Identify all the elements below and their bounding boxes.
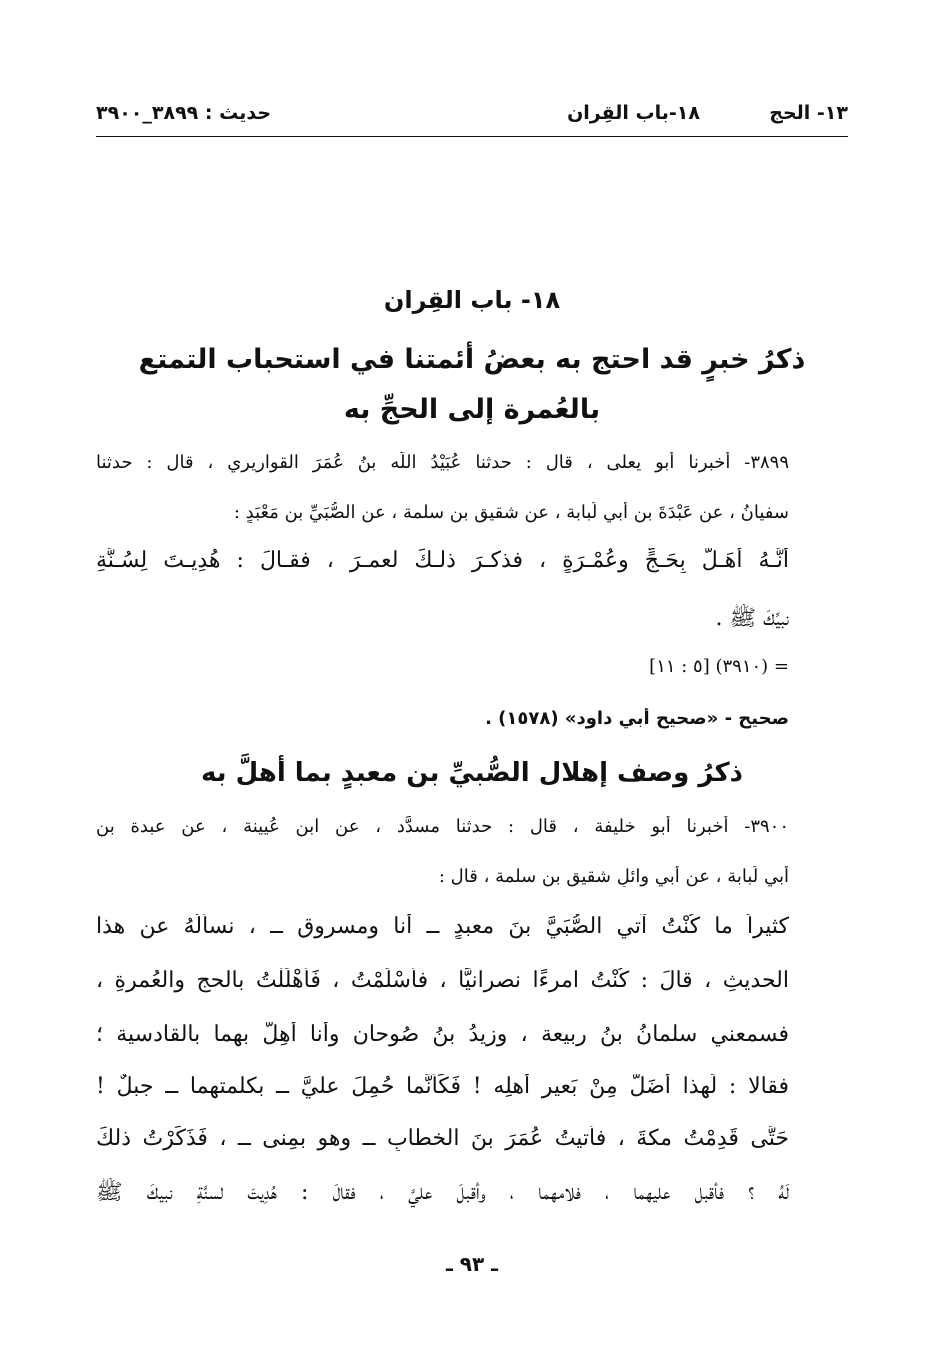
header-divider bbox=[96, 136, 848, 137]
header-hadith-range: حديث : ٣٨٩٩_٣٩٠٠ bbox=[96, 102, 272, 124]
section-subtitle-line-2: بالعُمرة إلى الحجِّ به bbox=[343, 394, 601, 425]
hadith-3899-cross-reference: = (٣٩١٠) [٥ : ١١] bbox=[649, 656, 789, 677]
hadith-3900-matn-line-6: لَهُ ؟ فأقبل عليهما ، فلامهما ، وأقبلَ عليَّ ، فقالَ : هُدِيتَ لسنَّةِ نبيكَ ﷺ bbox=[96, 1180, 789, 1205]
header-bab: ١٨-باب القِران bbox=[567, 102, 700, 124]
hadith-3900-matn-line-4: فقالا : لَهذا أَضَلُّ مِنْ بَعيرِ أهلِه ! فَكَأنَّما حُمِلَ عليَّ ــ بكلمتهما ــ جبلٌ ! bbox=[96, 1074, 789, 1099]
page-number: ـ ٩٣ ـ bbox=[445, 1252, 499, 1276]
hadith-3900-isnad-line-1: ٣٩٠٠- أخبرنا أبو خليفة ، قال : حدثنا مسدَّد ، عن ابنِ عُيينة ، عن عبدة بن bbox=[96, 816, 789, 837]
hadith-3899-matn-line-1: أَنَّـهُ أَهَـلَّ بِحَـجٍّ وعُمْـرَةٍ ، فذكـرَ ذلـكَ لعمـرَ ، فقـالَ : هُدِيـتَ لِسُـنَّةِ bbox=[96, 548, 789, 573]
hadith-3899-isnad-line-2: سفيانُ ، عن عَبْدَةَ بن أبي لُبابة ، عن شقيق بن سلمة ، عن الصُّبَيِّ بن مَعْبَدٍ : bbox=[233, 502, 789, 523]
bab-title: ١٨- باب القِران bbox=[383, 286, 561, 314]
hadith-3900-matn-line-2: الحديثِ ، قالَ : كُنْتُ امرءًا نصرانيًّا ، فأسْلَمْتُ ، فَأَهْلَلْتُ بالحج والعُمرةِ ، bbox=[96, 968, 789, 993]
hadith-3899-isnad-line-1: ٣٨٩٩- أخبرنا أبو يعلى ، قال : حدثنا عُبَيْدُ اللَّه بنُ عُمَرَ القواريري ، قال : حدثنا bbox=[96, 452, 789, 473]
section-subtitle-line-1: ذكرُ خبرٍ قد احتج به بعضُ أئمتنا في استحباب التمتع bbox=[138, 344, 806, 375]
hadith-3899-grading: صحيح - «صحيح أبي داود» (١٥٧٨) . bbox=[485, 708, 789, 729]
hadith-3900-isnad-line-2: أبي لُبابة ، عن أبي وائلٍ شقيق بن سلمة ، قال : bbox=[438, 866, 789, 887]
section-subtitle-2: ذكرُ وصف إهلال الصُّبيِّ بن معبدٍ بما أهلَّ به bbox=[201, 758, 743, 788]
hadith-3899-matn-line-2: نبيِّكَ ﷺ . bbox=[715, 606, 789, 631]
hadith-3900-matn-line-5: حَتَّى قَدِمْتُ مكةَ ، فأتيتُ عُمَرَ بنَ الخطابِ ــ وهو بمِنى ــ ، فَذَكَرْتُ ذلكَ bbox=[96, 1126, 789, 1151]
hadith-3900-matn-line-3: فسمعني سلمانُ بنُ ربيعة ، وزيدُ بنُ صُوحان وأنا أُهِلُّ بهما بالقادسية ؛ bbox=[96, 1022, 789, 1047]
running-header bbox=[96, 96, 848, 132]
hadith-3900-matn-line-1: كثيراً ما كُنْتُ آتي الصُّبَيَّ بنَ معبدٍ ــ أنا ومسروق ــ ، نسألُهُ عن هذا bbox=[96, 914, 789, 939]
header-chapter: ١٣- الحج bbox=[769, 102, 848, 124]
